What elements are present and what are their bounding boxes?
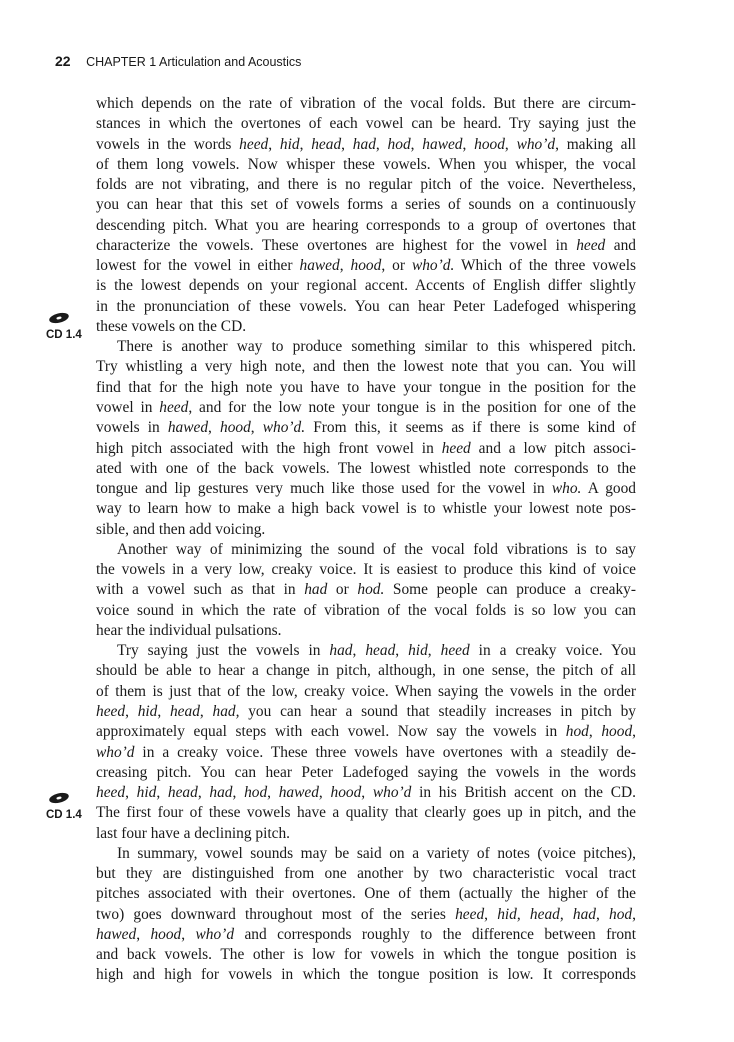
italic-word: hawed [167, 419, 209, 437]
italic-word: hid [136, 784, 157, 802]
text-run: pitches associated with their overtones. One of them (actually the higher of the [96, 885, 636, 903]
text-run: last four have a declining pitch. [96, 824, 291, 842]
text-run: high and high for vowels in which the tongue position is low. It corresponds [96, 966, 636, 984]
text-line [96, 337, 636, 357]
text-run: , and for the low note your tongue is in the position for one of the [188, 398, 636, 416]
text-run: , [632, 723, 636, 741]
text-run: There is another way to produce something similar to this whispered pitch. [117, 338, 636, 356]
italic-word: who’d. [262, 419, 306, 437]
italic-word: had [209, 784, 233, 802]
text-run: vowels in [96, 419, 168, 437]
text-run: Another way of minimizing the sound of the vocal fold vibrations is to say [117, 540, 636, 558]
italic-word: heed [440, 642, 470, 660]
body-text [96, 94, 636, 986]
text-line [96, 925, 636, 945]
text-line [96, 479, 636, 499]
italic-word: heed [441, 439, 471, 457]
italic-word: hod [609, 905, 633, 923]
text-line [96, 560, 636, 580]
text-run: Try saying just the vowels in [117, 642, 330, 660]
italic-word: hod [244, 784, 268, 802]
text-run: , [516, 905, 530, 923]
italic-word: hood [601, 723, 633, 741]
italic-word: had [352, 135, 376, 153]
text-line [96, 175, 636, 195]
text-run: descending pitch. What you are hearing corresponds to a group of overtones that [96, 216, 636, 234]
text-line [96, 743, 636, 763]
italic-word: had, [212, 702, 240, 720]
text-run: , [208, 419, 220, 437]
text-run: , [410, 135, 423, 153]
italic-word: head [169, 702, 200, 720]
text-run: , [375, 135, 388, 153]
text-run: and a low pitch associ- [470, 439, 636, 457]
text-run: , [250, 419, 263, 437]
text-run: , [199, 702, 213, 720]
text-run: tongue and lip gestures very much like those used for the vowel in [96, 480, 552, 498]
text-run: in a creaky voice. You [469, 642, 637, 660]
text-line [96, 965, 636, 985]
italic-word: who’d [372, 784, 412, 802]
text-line [96, 520, 636, 540]
text-line [96, 114, 636, 134]
text-run: way to learn how to make a high back vowel is to whistle your lowest note pos- [96, 500, 636, 518]
chapter-title: CHAPTER 1 Articulation and Acoustics [86, 55, 302, 69]
text-run: Try whistling a very high note, and then the lowest note that you can. You will [96, 358, 636, 376]
text-run: in his British accent on the CD. [411, 784, 636, 802]
text-line [96, 702, 636, 722]
text-run: high pitch associated with the high front vowel in [96, 439, 442, 457]
italic-word: head [365, 642, 396, 660]
text-run: , [504, 135, 517, 153]
text-run: , [125, 702, 138, 720]
text-run: A good [581, 480, 636, 498]
text-run: , [632, 905, 636, 923]
text-run: characterize the vowels. These overtones are highest for the vowel in [96, 236, 577, 254]
text-run: , [232, 784, 245, 802]
text-run: , making all [555, 135, 637, 153]
text-line [96, 803, 636, 823]
text-line [96, 844, 636, 864]
text-run: two) goes downward throughout most of the series [96, 905, 456, 923]
text-run: should be able to hear a change in pitch, although, in one sense, the pitch of all [96, 662, 636, 680]
text-line [96, 459, 636, 479]
text-line [96, 824, 636, 844]
text-run: , [125, 784, 137, 802]
text-run: hear the individual pulsations. [96, 621, 282, 639]
text-run: , [559, 905, 573, 923]
text-run: ated with one of the back vowels. The lowest whistled note corresponds to the [96, 459, 636, 477]
italic-word: who’d. [411, 257, 455, 275]
text-run: , [299, 135, 312, 153]
text-line [96, 135, 636, 155]
cd-disc-icon [48, 792, 70, 804]
cd-margin-note [36, 792, 96, 832]
text-line [96, 682, 636, 702]
italic-word: hawed [278, 784, 319, 802]
italic-word: had [572, 905, 596, 923]
text-line [96, 722, 636, 742]
italic-word: hid [137, 702, 158, 720]
italic-word: who’d [195, 925, 235, 943]
italic-word: hid [408, 642, 428, 660]
italic-word: heed [96, 784, 126, 802]
text-run: Which of the three vowels [454, 257, 636, 275]
cd-margin-note [36, 312, 96, 352]
text-run: which depends on the rate of vibration of the vocal folds. But there are circum- [96, 95, 636, 112]
italic-word: hood [474, 135, 505, 153]
text-run: but they are distinguished from one another by two characteristic vocal tract [96, 865, 636, 883]
text-run: , or [381, 257, 412, 275]
text-line [96, 763, 636, 783]
text-run: you can hear a sound that steadily increases in pitch by [239, 702, 636, 720]
text-line [96, 317, 636, 337]
running-head [55, 53, 301, 69]
text-run: , [588, 723, 602, 741]
text-run: find that for the high note you have to have your tongue in the position for the [96, 378, 636, 396]
text-line [96, 256, 636, 276]
italic-word: hod [565, 723, 589, 741]
text-line [96, 661, 636, 681]
italic-word: head [311, 135, 342, 153]
text-run: , [361, 784, 373, 802]
italic-word: who’d [96, 743, 135, 761]
text-run: , [352, 642, 366, 660]
italic-word: who’d [516, 135, 556, 153]
text-run: , [462, 135, 475, 153]
text-run: or [327, 581, 358, 599]
italic-word: heed [576, 236, 606, 254]
text-line [96, 216, 636, 236]
text-run: with a vowel such as that in [96, 581, 305, 599]
italic-word: hid [279, 135, 300, 153]
text-run: is the lowest depends on your regional accent. Accents of English differ slightly [96, 277, 636, 295]
text-run: and back vowels. The other is low for vowels in which the tongue position is [96, 946, 636, 964]
text-run: of them long vowels. Now whisper these vowels. When you whisper, the vocal [96, 155, 636, 173]
text-run: In summary, vowel sounds may be said on a variety of notes (voice pitches), [117, 844, 636, 862]
text-line [96, 864, 636, 884]
text-line [96, 439, 636, 459]
text-line [96, 276, 636, 296]
text-run: , [318, 784, 331, 802]
text-run: , [339, 257, 351, 275]
italic-word: heed [159, 398, 189, 416]
italic-word: hood [150, 925, 182, 943]
text-line [96, 418, 636, 438]
text-line [96, 783, 636, 803]
text-run: creasing pitch. You can hear Peter Ladefoged saying the vowels in the words [96, 763, 636, 781]
italic-word: hawed [96, 925, 137, 943]
text-run: folds are not vibrating, and there is no regular pitch of the voice. Nevertheless, [96, 176, 636, 194]
text-line [96, 945, 636, 965]
text-line [96, 297, 636, 317]
italic-word: head [167, 784, 198, 802]
text-run: From this, it seems as if there is some kind of [305, 419, 636, 437]
text-run: in the pronunciation of these vowels. You can hear Peter Ladefoged whispering [96, 297, 636, 315]
text-run: , [157, 702, 170, 720]
italic-word: hawed [299, 257, 340, 275]
italic-word: hid [497, 905, 517, 923]
cd-track-label: CD 1.4 [46, 809, 82, 821]
italic-word: heed [455, 905, 485, 923]
text-run: , [395, 642, 409, 660]
text-run: sible, and then add voicing. [96, 520, 266, 538]
text-run: , [595, 905, 610, 923]
text-line [96, 378, 636, 398]
text-line [96, 905, 636, 925]
text-run: the vowels in a very low, creaky voice. It is easiest to produce this kind of voice [96, 561, 636, 579]
text-line [96, 641, 636, 661]
text-run: of them is just that of the low, creaky voice. When saying the vowels in the order [96, 682, 636, 700]
text-line [96, 195, 636, 215]
text-run: Some people can produce a creaky- [384, 581, 636, 599]
text-run: you can hear that this set of vowels forms a series of sounds on a continuously [96, 196, 636, 214]
text-line [96, 621, 636, 641]
text-line [96, 398, 636, 418]
text-run: , [136, 925, 151, 943]
text-run: in a creaky voice. These three vowels have overtones with a steadily de- [134, 743, 636, 761]
cd-disc-icon [48, 312, 70, 324]
text-run: lowest for the vowel in either [96, 257, 300, 275]
italic-word: hod [387, 135, 411, 153]
text-run: , [268, 135, 280, 153]
text-line [96, 155, 636, 175]
text-run: stances in which the overtones of each vowel can be heard. Try saying just the [96, 115, 636, 133]
text-run: The first four of these vowels have a quality that clearly goes up in pitch, and the [96, 804, 636, 822]
text-run: voice sound in which the rate of vibration of the vocal folds is so low you can [96, 601, 636, 619]
italic-word: head [529, 905, 560, 923]
text-line [96, 884, 636, 904]
italic-word: heed [239, 135, 269, 153]
text-line [96, 357, 636, 377]
text-line [96, 540, 636, 560]
text-run: and corresponds roughly to the difference between front [234, 925, 636, 943]
italic-word: had [304, 581, 328, 599]
text-run: , [181, 925, 196, 943]
italic-word: hood [330, 784, 362, 802]
italic-word: hod. [357, 581, 385, 599]
text-run: , [197, 784, 210, 802]
italic-word: had [329, 642, 353, 660]
text-run: , [267, 784, 279, 802]
italic-word: hawed [422, 135, 463, 153]
text-run: and [605, 236, 636, 254]
italic-word: who. [551, 480, 582, 498]
italic-word: heed [96, 702, 126, 720]
text-line [96, 499, 636, 519]
text-run: these vowels on the CD. [96, 317, 247, 335]
text-run: , [484, 905, 498, 923]
text-run: , [156, 784, 168, 802]
text-run: approximately equal steps with each vowel. Now say the vowels in [96, 723, 566, 741]
text-run: , [341, 135, 353, 153]
italic-word: hood [350, 257, 382, 275]
page-number: 22 [55, 53, 71, 69]
cd-track-label: CD 1.4 [46, 329, 82, 341]
text-line [96, 94, 636, 114]
text-run: vowel in [96, 398, 160, 416]
text-run: vowels in the words [96, 135, 240, 153]
text-run: , [427, 642, 441, 660]
text-line [96, 580, 636, 600]
italic-word: hood [220, 419, 251, 437]
text-line [96, 601, 636, 621]
text-line [96, 236, 636, 256]
